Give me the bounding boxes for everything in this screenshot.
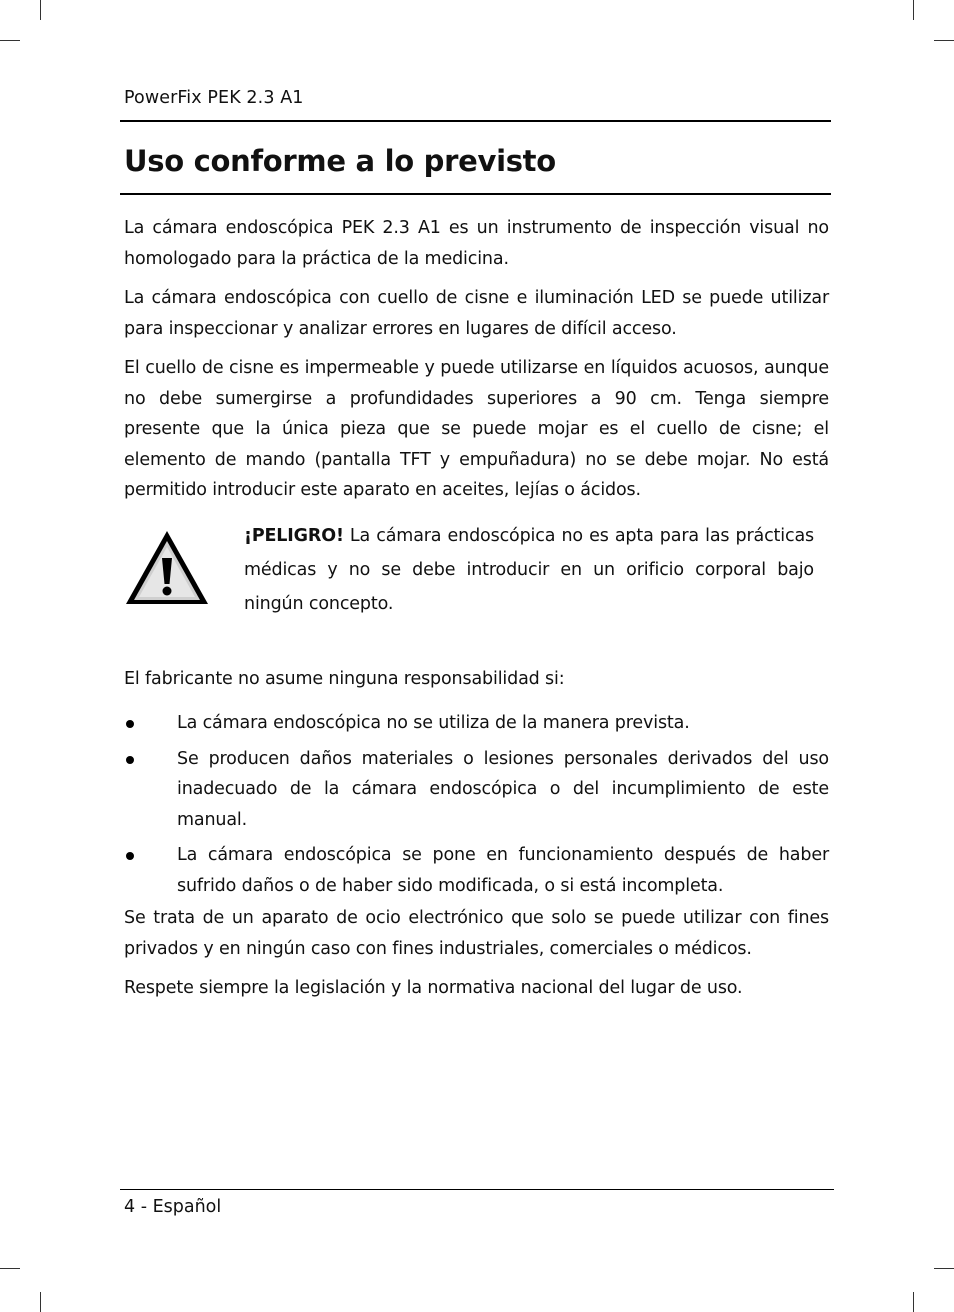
paragraph-private-use: Se trata de un aparato de ocio electrónico que solo se puede utilizar con fines privados y en ningún caso con fines industriales, comerciales o médicos. xyxy=(124,908,829,959)
crop-mark-right-top xyxy=(934,40,954,41)
crop-mark-bottom-right xyxy=(913,1292,914,1312)
title-rule xyxy=(120,193,831,195)
crop-mark-bottom-left xyxy=(40,1292,41,1312)
warning-message: La cámara endoscópica no es apta para las prácticas médicas y no se debe introducir en un orificio corporal bajo ningún concepto. xyxy=(244,526,814,614)
footer-rule xyxy=(120,1189,834,1190)
list-item-text: Se producen daños materiales o lesiones personales derivados del uso inadecuado de la cámara endoscópica o del incumplimiento de este manual. xyxy=(177,748,829,830)
paragraph-gooseneck: El cuello de cisne es impermeable y puede utilizarse en líquidos acuosos, aunque no debe sumergirse a profundidades superiores a 90 cm. Tenga siempre presente que la única pieza que se puede mojar es el cuello de cisne; el elemento de mando (pantalla TFT y empuñadura) no se debe mojar. No está permitido introducir este aparato en aceites, lejías o ácidos. xyxy=(124,358,829,500)
list-item xyxy=(124,744,829,836)
crop-mark-right-bottom xyxy=(934,1268,954,1269)
crop-mark-top-right xyxy=(913,0,914,20)
paragraph-usage: La cámara endoscópica con cuello de cisne e iluminación LED se puede utilizar para inspeccionar y analizar errores en lugares de difícil acceso. xyxy=(124,288,829,339)
liability-list xyxy=(124,708,829,901)
warning-text xyxy=(244,519,814,621)
bullet-dot-icon xyxy=(126,756,134,764)
warning-label: ¡PELIGRO! xyxy=(244,526,344,546)
list-item-text: La cámara endoscópica se pone en funcionamiento después de haber sufrido daños o de haber sido modificada, o si está incompleta. xyxy=(177,845,829,896)
header-rule xyxy=(120,120,831,122)
running-header: PowerFix PEK 2.3 A1 xyxy=(124,88,304,108)
list-item-text: La cámara endoscópica no se utiliza de la manera prevista. xyxy=(177,713,690,733)
crop-mark-left-bottom xyxy=(0,1268,20,1269)
paragraph-legislation: Respete siempre la legislación y la normativa nacional del lugar de uso. xyxy=(124,978,743,998)
section-title: Uso conforme a lo previsto xyxy=(124,144,556,178)
warning-triangle-icon xyxy=(123,528,211,608)
paragraph-intro: La cámara endoscópica PEK 2.3 A1 es un instrumento de inspección visual no homologado para la práctica de la medicina. xyxy=(124,218,829,269)
crop-mark-left-top xyxy=(0,40,20,41)
page-number: 4 - Español xyxy=(124,1197,222,1217)
bullet-dot-icon xyxy=(126,720,134,728)
liability-intro: El fabricante no asume ninguna responsabilidad si: xyxy=(124,669,565,689)
list-item xyxy=(124,840,829,901)
list-item xyxy=(124,708,829,739)
bullet-dot-icon xyxy=(126,852,134,860)
crop-mark-top-left xyxy=(40,0,41,20)
